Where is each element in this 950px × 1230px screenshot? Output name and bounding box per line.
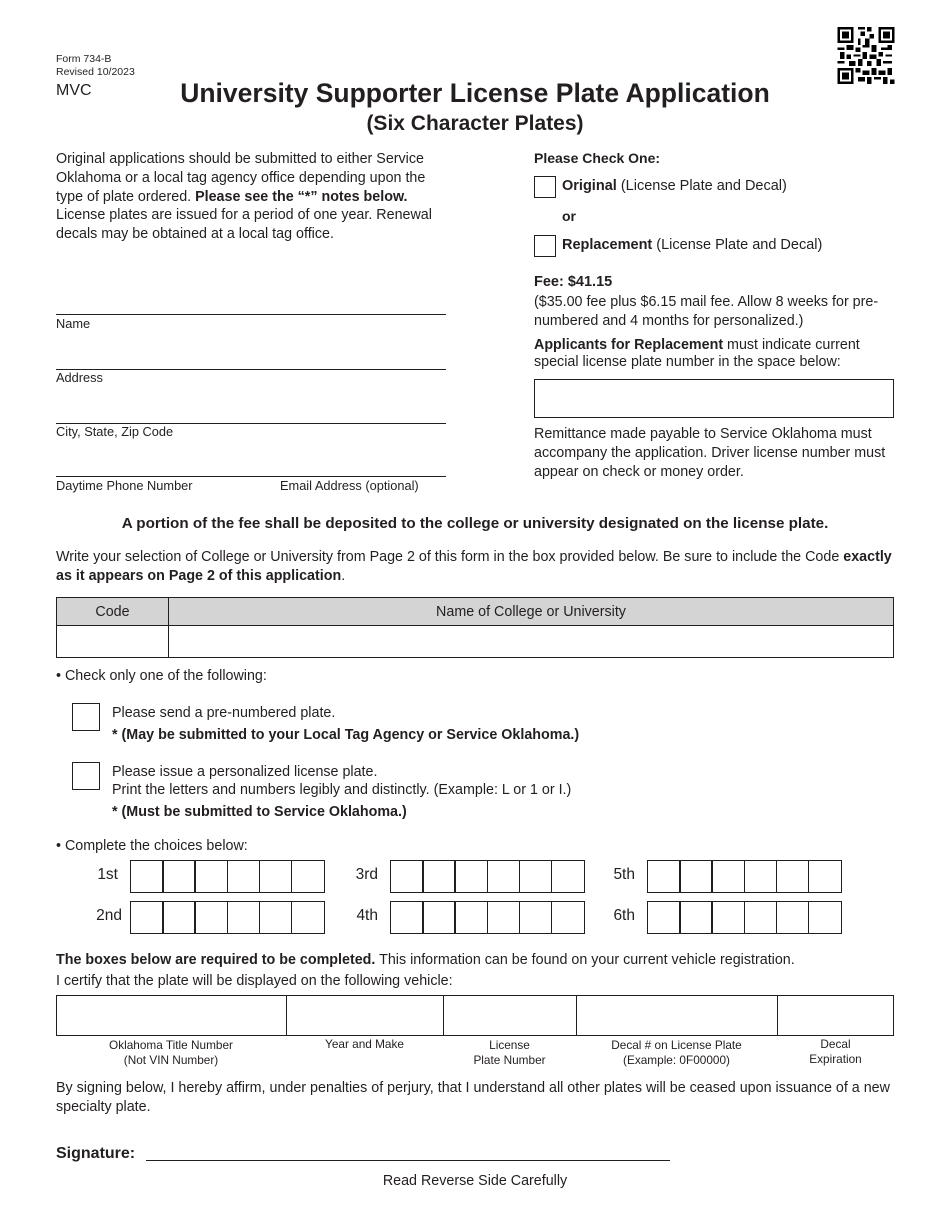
plate-character-box[interactable]: [519, 901, 553, 934]
plate-character-box[interactable]: [487, 901, 521, 934]
plate-character-box[interactable]: [130, 901, 164, 934]
phone-field[interactable]: [56, 476, 251, 477]
choice-label-6th: 6th: [613, 907, 635, 924]
choice-label-5th: 5th: [613, 866, 635, 883]
personalized-instructions: Print the letters and numbers legibly and distinctly. (Example: L or 1 or I.): [112, 782, 572, 798]
plate-character-box[interactable]: [776, 901, 810, 934]
signature-label: Signature:: [56, 1145, 136, 1162]
choice-3-boxes[interactable]: [390, 860, 585, 893]
personalized-checkbox[interactable]: [72, 762, 100, 790]
plate-character-box[interactable]: [259, 901, 293, 934]
code-column-header: Code: [57, 598, 169, 626]
plate-character-box[interactable]: [454, 860, 488, 893]
or-separator: or: [562, 208, 576, 224]
plate-character-box[interactable]: [551, 901, 585, 934]
intro-emphasis: Please see the “*” notes below.: [195, 188, 408, 205]
decal-expiration-label: Decal Expiration: [809, 1037, 862, 1066]
current-plate-number-field[interactable]: [534, 379, 894, 418]
address-field[interactable]: [56, 369, 446, 370]
name-label: Name: [56, 316, 91, 331]
title-number-label: Oklahoma Title Number (Not VIN Number): [109, 1038, 233, 1067]
city-state-zip-label: City, State, Zip Code: [56, 424, 174, 439]
choice-6-boxes[interactable]: [647, 901, 842, 934]
check-one-heading: Please Check One:: [534, 150, 661, 166]
choice-4-boxes[interactable]: [390, 901, 585, 934]
plate-character-box[interactable]: [291, 860, 325, 893]
plate-character-box[interactable]: [679, 860, 713, 893]
email-field[interactable]: [251, 476, 446, 477]
plate-character-box[interactable]: [647, 860, 681, 893]
choice-1-boxes[interactable]: [130, 860, 325, 893]
plate-character-box[interactable]: [390, 901, 424, 934]
prenumbered-label: Please send a pre-numbered plate.: [112, 705, 336, 721]
email-label: Email Address (optional): [280, 478, 419, 493]
prenumbered-note: * (May be submitted to your Local Tag Agency or Service Oklahoma.): [112, 727, 580, 743]
division-code: MVC: [56, 82, 92, 99]
decal-expiration-field[interactable]: [778, 996, 893, 1035]
personalized-note: * (Must be submitted to Service Oklahoma.): [112, 804, 407, 820]
year-make-field[interactable]: [287, 996, 444, 1035]
address-label: Address: [56, 370, 103, 385]
form-number-block: [56, 53, 135, 79]
personalized-label: Please issue a personalized license plate.: [112, 764, 378, 780]
college-instructions: Write your selection of College or University from Page 2 of this form in the box provided below. Be sure to include the Code exactly as it appears on Page 2 of this application.: [56, 549, 892, 584]
plate-character-box[interactable]: [291, 901, 325, 934]
plate-character-box[interactable]: [130, 860, 164, 893]
prenumbered-checkbox[interactable]: [72, 703, 100, 731]
plate-character-box[interactable]: [551, 860, 585, 893]
plate-character-box[interactable]: [744, 901, 778, 934]
choice-2-boxes[interactable]: [130, 901, 325, 934]
page-subtitle: (Six Character Plates): [366, 112, 584, 135]
plate-character-box[interactable]: [647, 901, 681, 934]
college-table: [56, 597, 894, 658]
plate-character-box[interactable]: [808, 901, 842, 934]
college-name-cell[interactable]: [169, 626, 894, 658]
affirmation-statement: By signing below, I hereby affirm, under penalties of perjury, that I understand all other plates will be ceased upon issuance of a new specialty plate.: [56, 1080, 890, 1115]
plate-character-box[interactable]: [162, 901, 196, 934]
vehicle-info-row: [56, 995, 894, 1036]
plate-character-box[interactable]: [227, 860, 261, 893]
plate-character-box[interactable]: [194, 860, 228, 893]
choice-label-4th: 4th: [356, 907, 378, 924]
license-plate-number-label: License Plate Number: [473, 1038, 546, 1067]
choices-instruction: • Complete the choices below:: [56, 838, 248, 854]
plate-character-box[interactable]: [487, 860, 521, 893]
replacement-label: Replacement (License Plate and Decal): [562, 237, 823, 253]
name-field[interactable]: [56, 314, 446, 315]
plate-character-box[interactable]: [808, 860, 842, 893]
plate-character-box[interactable]: [679, 901, 713, 934]
plate-character-box[interactable]: [454, 901, 488, 934]
year-make-label: Year and Make: [325, 1037, 404, 1051]
decal-number-label: Decal # on License Plate (Example: 0F00000): [611, 1038, 742, 1067]
college-code-cell[interactable]: [57, 626, 169, 658]
college-name-input[interactable]: [169, 626, 893, 657]
decal-number-field[interactable]: [577, 996, 778, 1035]
choice-label-1st: 1st: [97, 866, 118, 883]
original-label: Original (License Plate and Decal): [562, 178, 787, 194]
page-title: University Supporter License Plate Application: [180, 78, 770, 108]
plate-character-box[interactable]: [519, 860, 553, 893]
fee-amount: Fee: $41.15: [534, 274, 613, 290]
plate-character-box[interactable]: [422, 860, 456, 893]
license-plate-number-field[interactable]: [444, 996, 577, 1035]
form-number: Form 734-B: [56, 53, 112, 65]
qr-code-icon: [837, 27, 895, 84]
choice-5-boxes[interactable]: [647, 860, 842, 893]
phone-label: Daytime Phone Number: [56, 478, 193, 493]
certify-statement: I certify that the plate will be displayed on the following vehicle:: [56, 973, 453, 989]
choice-label-3rd: 3rd: [355, 866, 378, 883]
fee-portion-note: A portion of the fee shall be deposited to the college or university designated on the license plate.: [121, 515, 829, 532]
title-number-field[interactable]: [57, 996, 287, 1035]
revision-date: Revised 10/2023: [56, 66, 135, 78]
intro-paragraph: Original applications should be submitted to either Service Oklahoma or a local tag agency office depending upon the type of plate ordered. Please see the “*” notes below. License plates are issued for a period of one year. Renewal decals may be obtained at a local tag office.: [56, 151, 432, 243]
college-code-input[interactable]: [57, 626, 168, 657]
fee-note: ($35.00 fee plus $6.15 mail fee. Allow 8 weeks for pre-numbered and 4 months for personalized.): [534, 294, 879, 329]
original-checkbox[interactable]: [534, 176, 556, 198]
signature-field[interactable]: [146, 1160, 670, 1161]
plate-character-box[interactable]: [776, 860, 810, 893]
plate-character-box[interactable]: [259, 860, 293, 893]
plate-character-box[interactable]: [711, 860, 745, 893]
plate-character-box[interactable]: [422, 901, 456, 934]
plate-character-box[interactable]: [390, 860, 424, 893]
plate-character-box[interactable]: [162, 860, 196, 893]
vehicle-instructions: The boxes below are required to be completed. This information can be found on your current vehicle registration. I certify that the plate will be displayed on the following vehicle:: [56, 950, 916, 992]
plate-character-box[interactable]: [227, 901, 261, 934]
plate-character-box[interactable]: [194, 901, 228, 934]
plate-type-instruction: • Check only one of the following:: [56, 668, 267, 684]
remittance-note: Remittance made payable to Service Oklahoma must accompany the application. Driver license number must appear on check or money order.: [534, 426, 886, 480]
college-name-column-header: Name of College or University: [169, 598, 894, 626]
choice-label-2nd: 2nd: [96, 907, 122, 924]
plate-character-box[interactable]: [744, 860, 778, 893]
replacement-note: Applicants for Replacement must indicate current special license plate number in the space below:: [534, 337, 860, 370]
footer-note: Read Reverse Side Carefully: [382, 1173, 568, 1189]
plate-character-box[interactable]: [711, 901, 745, 934]
replacement-checkbox[interactable]: [534, 235, 556, 257]
